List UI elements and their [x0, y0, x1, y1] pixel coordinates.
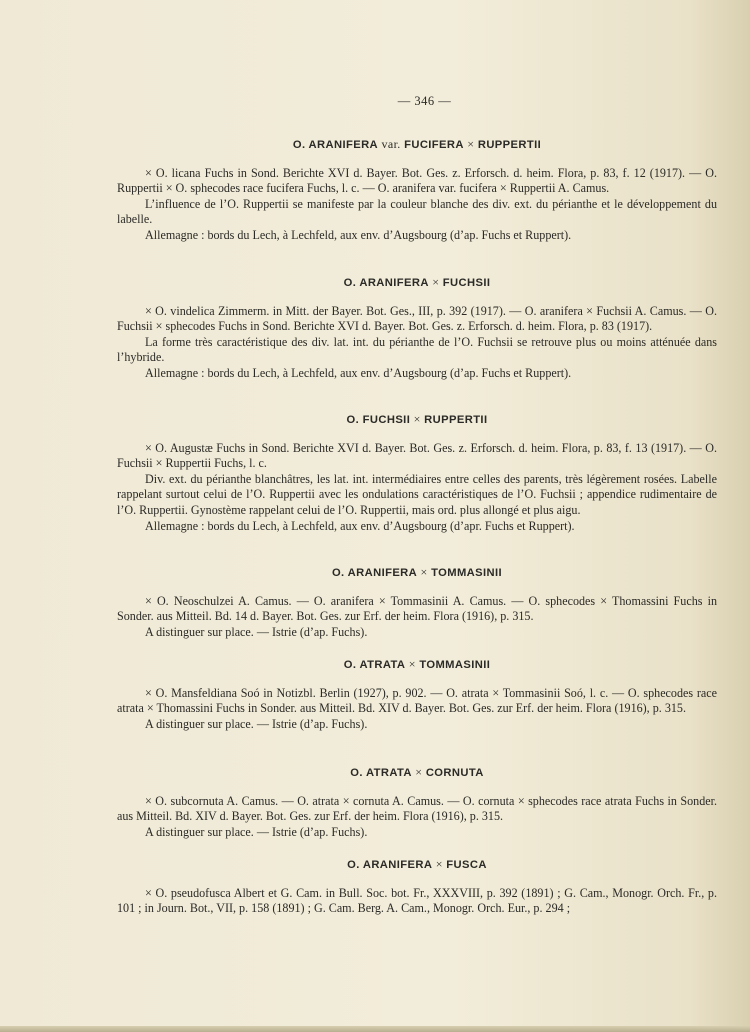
section-heading: O. FUCHSII × RUPPERTII	[346, 412, 488, 426]
distribution-paragraph: Allemagne : bords du Lech, à Lechfeld, aux env. d’Augsbourg (d’ap. Fuchs et Ruppert).	[145, 227, 572, 242]
synonymy-paragraph: × O. vindelica Zimmerm. in Mitt. der Bayer. Bot. Ges., III, p. 392 (1917). — O. aranifera × Fuchsii A. Camus. — O. Fuchsii × sphecodes Fuchs in Sond. Berichte XVI d. Bayer. Bot. Ges. z. Erforsch. d. heim. Flora, p. 83 (1917).	[117, 303, 717, 334]
section-aranifera-fucifera-ruppertii	[117, 137, 717, 244]
section-atrata-cornuta	[117, 765, 717, 840]
section-heading: O. ARANIFERA × TOMMASINII	[331, 565, 503, 579]
distribution-paragraph: A distinguer sur place. — Istrie (d’ap. Fuchs).	[145, 624, 368, 639]
section-heading: O. ARANIFERA var. FUCIFERA × RUPPERTII	[292, 137, 542, 151]
section-heading: O. ARANIFERA × FUCHSII	[343, 275, 491, 289]
description-paragraph: L’influence de l’O. Ruppertii se manifeste par la couleur blanche des div. ext. du périanthe et le développement du labelle.	[117, 196, 717, 227]
synonymy-paragraph: × O. subcornuta A. Camus. — O. atrata × cornuta A. Camus. — O. cornuta × sphecodes race atrata Fuchs in Sonder. aus Mitteil. Bd. XIV d. Bayer. Bot. Ges. zur Erf. der heim. Flora (1916), p. 315.	[117, 793, 717, 824]
page-number: — 346 —	[397, 94, 452, 108]
distribution-paragraph: A distinguer sur place. — Istrie (d’ap. Fuchs).	[145, 824, 368, 839]
section-aranifera-fuchsii	[117, 275, 717, 382]
section-fuchsii-ruppertii	[117, 412, 717, 534]
section-aranifera-tommasinii	[117, 565, 717, 640]
synonymy-paragraph: × O. licana Fuchs in Sond. Berichte XVI d. Bayer. Bot. Ges. z. Erforsch. d. heim. Flora, p. 83, f. 12 (1917). — O. Ruppertii × O. sphecodes race fucifera Fuchs, l. c. — O. aranifera var. fucifera × Ruppertii A. Camus.	[117, 165, 717, 196]
distribution-paragraph: A distinguer sur place. — Istrie (d’ap. Fuchs).	[145, 716, 368, 731]
section-heading: O. ATRATA × CORNUTA	[350, 765, 484, 779]
distribution-paragraph: Allemagne : bords du Lech, à Lechfeld, aux env. d’Augsbourg (d’apr. Fuchs et Ruppert).	[145, 518, 575, 533]
synonymy-paragraph: × O. pseudofusca Albert et G. Cam. in Bull. Soc. bot. Fr., XXXVIII, p. 392 (1891) ; G. Cam., Monogr. Orch. Fr., p. 101 ; in Journ. Bot., VII, p. 158 (1891) ; G. Cam. Berg. A. Cam., Monogr. Orch. Eur., p. 294 ;	[117, 885, 717, 916]
distribution-paragraph: Allemagne : bords du Lech, à Lechfeld, aux env. d’Augsbourg (d’ap. Fuchs et Ruppert).	[145, 365, 572, 380]
section-heading: O. ARANIFERA × FUSCA	[347, 857, 487, 871]
section-atrata-tommasinii	[117, 657, 717, 732]
description-paragraph: Div. ext. du périanthe blanchâtres, les lat. int. intermédiaires entre celles des parents, très légèrement rosées. Labelle rappelant surtout celui de l’O. Ruppertii avec les ondulations caractéristiques de l’O. Fuchsii ; appendice rudimentaire de l’O. Ruppertii. Gynostème rappelant celui de l’O. Ruppertii, mais ord. plus allongé et plus aigu.	[117, 471, 717, 517]
description-paragraph: La forme très caractéristique des div. lat. int. du périanthe de l’O. Fuchsii se retrouve plus ou moins atténuée dans l’hybride.	[117, 334, 717, 365]
section-heading: O. ATRATA × TOMMASINII	[343, 657, 491, 671]
page-bottom-edge	[0, 1026, 750, 1032]
synonymy-paragraph: × O. Augustæ Fuchs in Sond. Berichte XVI d. Bayer. Bot. Ges. z. Erforsch. d. heim. Flora, p. 83, f. 13 (1917). — O. Fuchsii × Ruppertii Fuchs, l. c.	[117, 440, 717, 471]
section-aranifera-fusca	[117, 857, 717, 917]
synonymy-paragraph: × O. Mansfeldiana Soó in Notizbl. Berlin (1927), p. 902. — O. atrata × Tommasinii Soó, l. c. — O. sphecodes race atrata × Thomassini Fuchs in Sonder. aus Mitteil. Bd. XIV d. Bayer. Bot. Ges. zur Erf. der heim. Flora (1916), p. 315.	[117, 685, 717, 716]
synonymy-paragraph: × O. Neoschulzei A. Camus. — O. aranifera × Tommasinii A. Camus. — O. sphecodes × Thomassini Fuchs in Sonder. aus Mitteil. Bd. 14 d. Bayer. Bot. Ges. zur Erf. der heim. Flora (1916), p. 315.	[117, 593, 717, 624]
